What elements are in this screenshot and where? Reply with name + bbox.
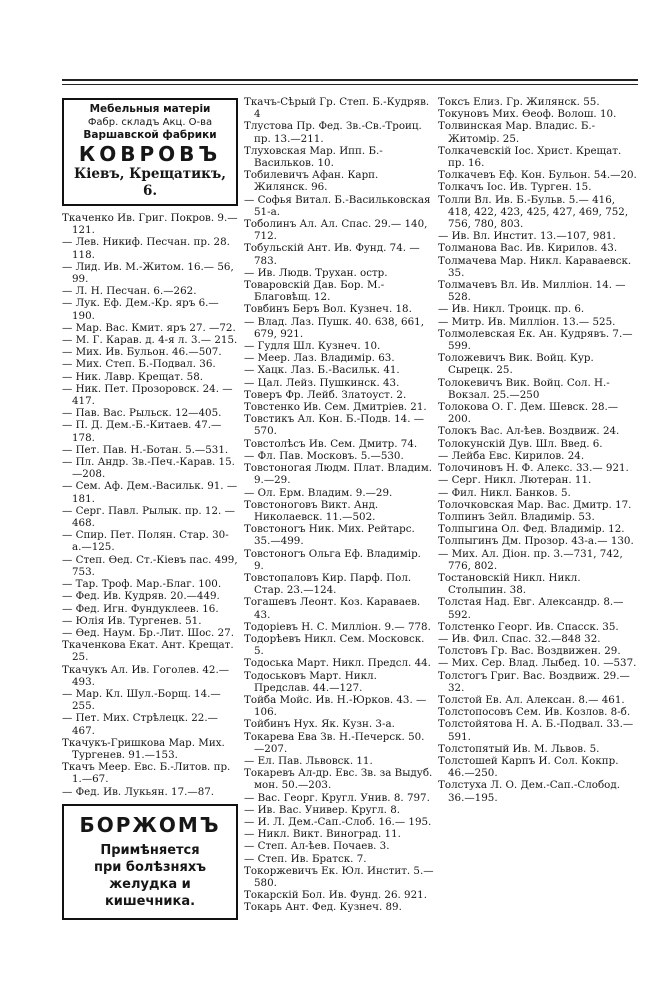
directory-entry: Толстошей Карпъ И. Сол. Кокпр. 46.—250. — [438, 754, 619, 780]
directory-entry: — Степ. Өед. Ст.-Кіевъ пас. 499, 753. — [62, 553, 238, 578]
directory-entry: — И. Л. Дем.-Сап.-Слоб. 16.— 195. — [244, 815, 432, 828]
directory-entry: Токуновъ Мих. Өеоф. Волош. 10. — [438, 108, 617, 121]
column-1-entries — [62, 212, 238, 798]
directory-entry: — Лейба Евс. Кирилов. 24. — [438, 449, 585, 462]
directory-entry: — Лид. Ив. М.-Житом. 16.— 56, 99. — [62, 260, 234, 286]
directory-entry: Товстоногъ Ольга Еф. Владимір. 9. — [244, 547, 421, 572]
directory-entry: Толстая Над. Евг. Александр. 8.—592. — [438, 596, 624, 621]
directory-entry: — Сем. Аф. Дем.-Васильк. 91. —181. — [62, 480, 238, 505]
directory-entry: Тодоріевъ Н. С. Милліон. 9.— 778. — [244, 620, 431, 633]
column-3-entries — [438, 96, 638, 804]
directory-entry: Толокъ Вас. Ал-ѣев. Воздвиж. 24. — [438, 425, 620, 438]
directory-entry: Толпинъ Зейл. Владимір. 53. — [438, 510, 595, 523]
column-2-entries — [244, 96, 434, 914]
directory-entry: Тойбинъ Нух. Як. Кузн. 3-а. — [244, 718, 395, 731]
directory-entry: Тобульскій Ант. Ив. Фунд. 74. —783. — [244, 242, 420, 267]
column-2 — [244, 96, 434, 914]
ad-borzhom-line2: при болѣзняхъ — [93, 859, 207, 875]
directory-entry: Толмачевъ Вл. Ив. Милліон. 14. —528. — [438, 279, 626, 304]
directory-entry: Толстовъ Гр. Вас. Воздвижен. 29. — [438, 645, 621, 658]
directory-entry: — Хацк. Лаз. Б.-Васильк. 41. — [244, 364, 400, 377]
directory-entry: Токсъ Елиз. Гр. Жилянск. 55. — [438, 96, 600, 108]
directory-entry: Токоржевичъ Ек. Юл. Инстит. 5.—580. — [244, 864, 434, 889]
directory-entry: — Фед. Ив. Кудряв. 20.—449. — [62, 590, 220, 603]
directory-entry: — М. Г. Карав. д. 4-я л. 3.— 215. — [62, 334, 238, 347]
directory-entry: Толстенко Георг. Ив. Спасск. 35. — [438, 620, 619, 633]
directory-entry: Толочиновъ Н. Ф. Алекс. 33.— 921. — [438, 462, 629, 475]
directory-entry: — Мар. Кл. Шул.-Борщ. 14.— 255. — [62, 687, 221, 713]
advertisement-kovrov — [62, 98, 238, 206]
directory-entry: Толмолевская Ек. Ан. Кудрявъ. 7.—599. — [438, 327, 633, 353]
directory-entry: Токарскій Бол. Ив. Фунд. 26. 921. — [244, 889, 427, 902]
directory-entry: Ткаченко Ив. Григ. Покров. 9.—121. — [62, 212, 238, 237]
directory-entry: Толпыгинъ Дм. Прозор. 43-а.— 130. — [438, 535, 634, 548]
directory-entry: — Спир. Пет. Полян. Стар. 30-а.—125. — [62, 529, 229, 554]
directory-entry: Ткачукъ Ал. Ив. Гоголев. 42.— 493. — [62, 663, 230, 688]
directory-entry: — Ник. Лавр. Крещат. 58. — [62, 370, 204, 383]
directory-entry: Товстоногъ Ник. Мих. Рейтарс. 35.—499. — [244, 523, 415, 548]
ad-kovrov-address: Кіевъ, Крещатикъ, 6. — [74, 166, 226, 199]
top-rule-lower — [62, 84, 638, 85]
directory-entry: — Юлія Ив. Тургенев. 51. — [62, 614, 202, 627]
directory-entry: — Пет. Мих. Стрѣлецк. 22.— 467. — [62, 712, 218, 737]
directory-entry: — Фил. Никл. Банков. 5. — [438, 486, 571, 499]
directory-entry: — Өед. Наум. Бр.-Лит. Шос. 27. — [62, 626, 234, 639]
ad-borzhom-brand: БОРЖОМЪ — [79, 812, 221, 837]
directory-entry: Тоболинъ Ал. Ал. Спас. 29.— 140, 712. — [244, 218, 428, 243]
ad-kovrov-line1: Мебельныя матеріи — [89, 103, 211, 115]
directory-entry: — Ив. Вл. Инстит. 13.—107, 981. — [438, 230, 616, 243]
directory-entry: Товстолѣсъ Ив. Сем. Дмитр. 74. — [244, 437, 418, 450]
directory-entry: Тодоська Март. Никл. Предсл. 44. — [244, 657, 431, 670]
directory-entry: — Мих. Степ. Б.-Подвал. 36. — [62, 358, 216, 371]
directory-entry: Толокова О. Г. Дем. Шевск. 28.—200. — [438, 401, 619, 426]
directory-entry: Тобилевичъ Афан. Карп. Жилянск. 96. — [244, 169, 379, 194]
directory-entry: Токарь Ант. Фед. Кузнеч. 89. — [244, 901, 402, 914]
directory-entry: — Фед. Игн. Фундуклеев. 16. — [62, 602, 219, 615]
directory-entry: Тойба Мойс. Ив. Н.-Юрков. 43. —106. — [244, 693, 427, 719]
directory-entry: — Пет. Пав. Н.-Ботан. 5.—531. — [62, 443, 229, 456]
directory-entry: Толманова Вас. Ив. Кирилов. 43. — [438, 242, 618, 255]
directory-entry: — Митр. Ив. Милліон. 13.— 525. — [438, 315, 616, 328]
directory-entry: — Степ. Ал-ѣев. Почаев. 3. — [244, 840, 390, 853]
directory-entry: Тогашевъ Леонт. Коз. Караваев. 43. — [244, 596, 421, 621]
ad-kovrov-line2: Фабр. складъ Акц. О-ва — [87, 117, 213, 128]
directory-entry: — Лев. Никиф. Песчан. пр. 28. 118. — [62, 236, 230, 261]
directory-entry: Толокунскій Дув. Шл. Введ. 6. — [438, 437, 603, 450]
directory-entry: Толпыгина Ол. Фед. Владимір. 12. — [438, 523, 625, 536]
directory-entry: Толвинская Мар. Владис. Б.-Житомір. 25. — [438, 120, 596, 145]
directory-entry: Толожевичъ Вик. Войц. Кур. Сырецк. 25. — [438, 352, 594, 377]
directory-entry: — Пав. Вас. Рыльск. 12—405. — [62, 407, 222, 420]
directory-entry: — Тар. Троф. Мар.-Благ. 100. — [62, 578, 222, 591]
directory-entry: Тостановскій Никл. Никл. Столыпин. 38. — [438, 571, 581, 597]
directory-entry: Товстикъ Ал. Кон. Б.-Подв. 14. —570. — [244, 413, 425, 438]
directory-entry: — Фед. Ив. Лукьян. 17.—87. — [62, 785, 215, 798]
directory-entry: Токарева Ева Зв. Н.-Печерск. 50.—207. — [244, 730, 425, 755]
directory-entry: Ткачъ Меер. Евс. Б.-Литов. пр. 1.—67. — [62, 761, 231, 786]
directory-entry: — Ив. Людв. Трухан. остр. — [244, 266, 388, 279]
directory-entry: Ткачъ-Сѣрый Гр. Степ. Б.-Кудряв. 4 — [244, 96, 430, 121]
directory-entry: — Цал. Лейз. Пушкинск. 43. — [244, 376, 400, 389]
directory-entry: Толкачевскій Іос. Христ. Крещат. пр. 16. — [438, 144, 622, 170]
directory-entry: Толмачева Мар. Никл. Караваевск. 35. — [438, 254, 632, 279]
directory-entry: Толочковская Мар. Вас. Дмитр. 17. — [438, 498, 632, 511]
directory-entry: Товстопаловъ Кир. Парф. Пол. Стар. 23.—124. — [244, 571, 412, 597]
directory-entry: Токаревъ Ал-др. Евс. Зв. за Выдуб. мон. 50.—203. — [244, 767, 433, 792]
directory-entry: — Софья Витал. Б.-Васильковская 51-а. — [244, 193, 431, 218]
directory-entry: Толстопосовъ Сем. Ив. Козлов. 8-б. — [438, 706, 631, 719]
ad-kovrov-line3: Варшавской фабрики — [83, 129, 217, 141]
top-rule-upper — [62, 79, 638, 81]
directory-entry: — Лук. Еф. Дем.-Кр. яръ 6.— 190. — [62, 297, 219, 322]
directory-entry: Ткаченкова Екат. Ант. Крещат. 25. — [62, 639, 234, 664]
directory-entry: — Мих. Ив. Бульон. 46.—507. — [62, 346, 222, 359]
directory-entry: Товаровскій Дав. Бор. М.-Благовѣщ. 12. — [244, 279, 385, 304]
directory-entry: — Ел. Пав. Львовск. 11. — [244, 754, 373, 767]
directory-entry: — Влад. Лаз. Пушк. 40. 638, 661, 679, 921. — [244, 315, 424, 340]
directory-entry: Товстоноговъ Викт. Анд. Николаевск. 11.—502. — [244, 498, 379, 523]
ad-borzhom-line4: кишечника. — [104, 893, 196, 909]
directory-entry: — Ив. Фил. Спас. 32.—848 32. — [438, 632, 601, 645]
directory-entry: Тодорѣевъ Никл. Сем. Московск. 5. — [244, 632, 425, 658]
directory-entry: — Л. Н. Песчан. 6.—262. — [62, 285, 197, 298]
directory-entry: Тлустова Пр. Фед. Зв.-Св.-Троиц. пр. 13.—211. — [244, 120, 422, 145]
directory-entry: Толстойятова Н. А. Б.-Подвал. 33.—591. — [438, 718, 634, 743]
directory-entry: — Фл. Пав. Московъ. 5.—530. — [244, 449, 404, 462]
directory-entry: — Степ. Ив. Братск. 7. — [244, 852, 367, 865]
column-3 — [438, 96, 638, 804]
directory-entry: — П. Д. Дем.-Б.-Китаев. 47.— 178. — [62, 419, 222, 444]
directory-entry: Товстоногая Людм. Плат. Владим. 9.—29. — [244, 462, 432, 487]
directory-entry: Толстопятый Ив. М. Львов. 5. — [438, 742, 600, 755]
directory-entry: — Гудля Шл. Кузнеч. 10. — [244, 340, 381, 353]
directory-entry: — Серг. Павл. Рылык. пр. 12. —468. — [62, 504, 235, 530]
directory-entry: — Мих. Сер. Влад. Лыбед. 10. —537. — [438, 657, 637, 670]
advertisement-borzhom — [62, 804, 238, 920]
directory-entry: Толстогъ Григ. Вас. Воздвиж. 29.—32. — [438, 669, 630, 694]
directory-entry: Ткачукъ-Гришкова Мар. Мих. Тургенев. 91.—153. — [62, 736, 225, 761]
directory-entry: — Никл. Викт. Виноград. 11. — [244, 828, 401, 841]
ad-borzhom-line1: Примѣняется — [100, 842, 200, 858]
directory-entry: Толли Вл. Ив. Б.-Бульв. 5.— 416, 418, 422, 423, 425, 427, 469, 752, 756, 780, 803. — [438, 193, 629, 231]
directory-entry: — Пл. Андр. Зв.-Печ.-Карав. 15.—208. — [62, 456, 235, 481]
directory-entry: — Мар. Вас. Кмит. яръ 27. —72. — [62, 321, 236, 334]
directory-entry: — Ив. Вас. Универ. Кругл. 8. — [244, 803, 401, 816]
ad-kovrov-brand: КОВРОВЪ — [78, 142, 222, 166]
directory-entry: Товстенко Ив. Сем. Дмитріев. 21. — [244, 401, 427, 414]
directory-entry: Толкачъ Іос. Ив. Турген. 15. — [438, 181, 592, 194]
directory-entry: — Меер. Лаз. Владимір. 63. — [244, 352, 395, 365]
directory-entry: Толстой Ев. Ал. Алексан. 8.— 461. — [438, 693, 625, 706]
directory-entry: Толстуха Л. О. Дем.-Сап.-Слобод. 36.—195. — [438, 779, 620, 804]
directory-entry: — Ив. Никл. Троицк. пр. 6. — [438, 303, 585, 316]
ad-borzhom-line3: желудка и — [109, 876, 191, 892]
column-1 — [62, 96, 238, 920]
directory-entry: — Ол. Ерм. Владим. 9.—29. — [244, 486, 393, 499]
directory-entry: Тлуховская Мар. Ипп. Б.-Васильков. 10. — [244, 144, 383, 170]
directory-entry: — Вас. Георг. Кругл. Унив. 8. 797. — [244, 791, 430, 804]
directory-entry: Толкачевъ Еф. Кон. Бульон. 54.—20. — [438, 169, 637, 182]
directory-entry: Тодоськовъ Март. Никл. Предслав. 44.—127. — [244, 669, 377, 694]
directory-entry: — Серг. Никл. Лютеран. 11. — [438, 474, 592, 487]
directory-entry: — Мих. Ал. Діон. пр. 3.—731, 742, 776, 802. — [438, 547, 623, 572]
directory-entry: Толокевичъ Вик. Войц. Сол. Н.-Вокзал. 25.—250 — [438, 376, 610, 401]
directory-entry: — Ник. Пет. Прозоровск. 24. —417. — [62, 382, 233, 408]
directory-entry: Товбинъ Беръ Вол. Кузнеч. 18. — [244, 303, 412, 316]
directory-entry: Товеръ Фр. Лейб. Златоуст. 2. — [244, 388, 407, 401]
